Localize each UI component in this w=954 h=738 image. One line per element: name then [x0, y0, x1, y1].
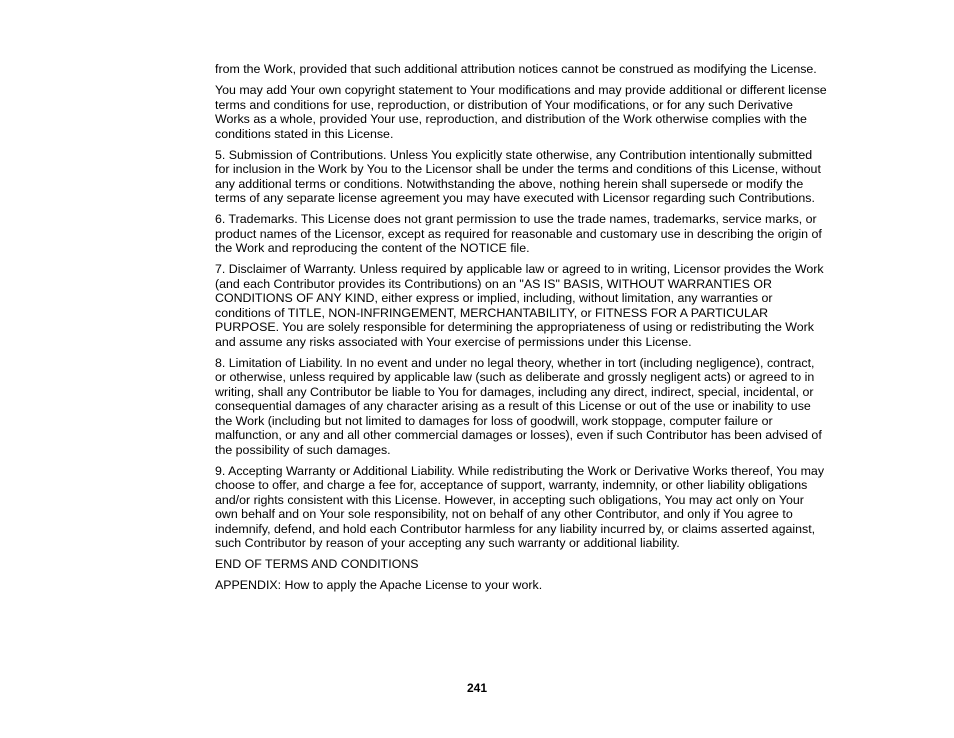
paragraph-end-of-terms: END OF TERMS AND CONDITIONS — [215, 557, 419, 571]
page-number: 241 — [466, 681, 488, 695]
paragraph-accepting-warranty: 9. Accepting Warranty or Additional Liability. While redistributing the Work or Derivative Works thereof, You may choose to offer, and charge a fee for, acceptance of support, warranty, indemnity, or other liability obligations and/or rights consistent with this License. However, in accepting such obligations, You may act only on Your own behalf and on Your sole responsibility, not on behalf of any other Contributor, and only if You agree to indemnify, defend, and hold each Contributor harmless for any liability incurred by, or claims asserted against, such Contributor by reason of your accepting any such warranty or additional liability. — [215, 463, 825, 550]
paragraph-attribution-continuation: from the Work, provided that such additional attribution notices cannot be construed as modifying the License. — [215, 62, 817, 76]
paragraph-trademarks: 6. Trademarks. This License does not grant permission to use the trade names, trademarks, service marks, or product names of the Licensor, except as required for reasonable and customary use in describing the origin of the Work and reproducing the content of the NOTICE file. — [215, 212, 822, 255]
paragraph-submission-of-contributions: 5. Submission of Contributions. Unless You explicitly state otherwise, any Contribution intentionally submitted for inclusion in the Work by You to the Licensor shall be under the terms and conditions of this License, without any additional terms or conditions. Notwithstanding the above, nothing herein shall supersede or modify the terms of any separate license agreement you may have executed with Licensor regarding such Contributions. — [215, 147, 821, 205]
paragraph-disclaimer-of-warranty: 7. Disclaimer of Warranty. Unless required by applicable law or agreed to in writing, Licensor provides the Work (and each Contributor provides its Contributions) on an "AS IS" BASIS, WITHOUT WARRANTIES OR CONDITIONS OF ANY KIND, either express or implied, including, without limitation, any warranties or conditions of TITLE, NON-INFRINGEMENT, MERCHANTABILITY, or FITNESS FOR A PARTICULAR PURPOSE. You are solely responsible for determining the appropriateness of using or redistributing the Work and assume any risks associated with Your exercise of permissions under this License. — [215, 262, 824, 349]
page-content — [215, 62, 827, 599]
paragraph-copyright-statement: You may add Your own copyright statement to Your modifications and may provide additional or different license terms and conditions for use, reproduction, or distribution of Your modifications, or for any such Derivative Works as a whole, provided Your use, reproduction, and distribution of the Work otherwise complies with the conditions stated in this License. — [215, 83, 827, 141]
paragraph-limitation-of-liability: 8. Limitation of Liability. In no event and under no legal theory, whether in tort (including negligence), contract, or otherwise, unless required by applicable law (such as deliberate and grossly negligent acts) or agreed to in writing, shall any Contributor be liable to You for damages, including any direct, indirect, special, incidental, or consequential damages of any character arising as a result of this License or out of the use or inability to use the Work (including but not limited to damages for loss of goodwill, work stoppage, computer failure or malfunction, or any and all other commercial damages or losses), even if such Contributor has been advised of the possibility of such damages. — [215, 355, 822, 457]
paragraph-appendix: APPENDIX: How to apply the Apache License to your work. — [215, 578, 543, 592]
